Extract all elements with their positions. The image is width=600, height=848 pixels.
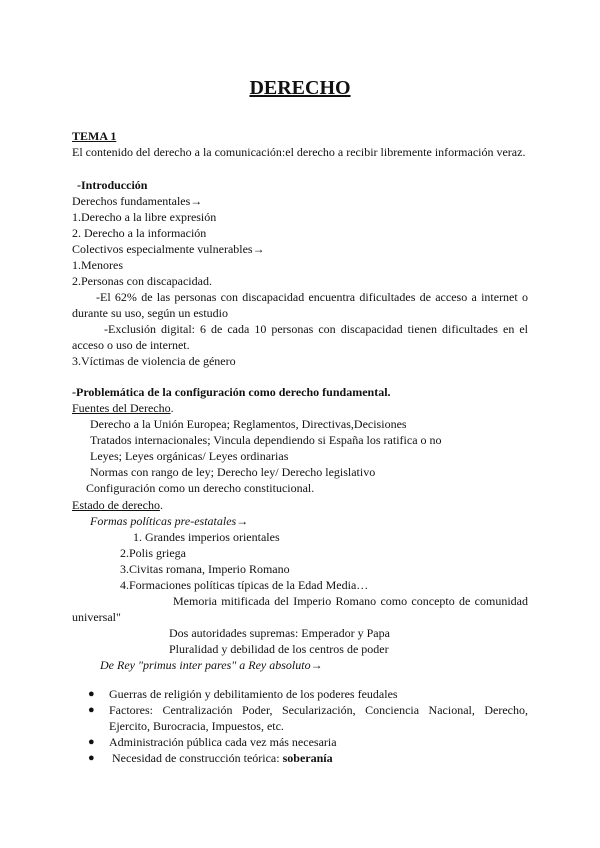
fuentes-label — [72, 400, 174, 416]
fuente-item: Configuración como un derecho constitucional. — [86, 481, 315, 495]
bullet-item-text: Necesidad de construcción teórica: — [112, 751, 283, 765]
bullet-item-soberania — [112, 750, 333, 766]
derecho-2: 2. Derecho a la información — [72, 226, 207, 240]
victimas: 3.Víctimas de violencia de género — [72, 354, 236, 368]
soberania-term: soberanía — [282, 751, 333, 765]
fuentes-label-text: Fuentes del Derecho — [72, 401, 171, 415]
bullet-item: Guerras de religión y debilitamiento de los poderes feudales — [109, 687, 398, 701]
fuente-item: Normas con rango de ley; Derecho ley/ Derecho legislativo — [90, 465, 376, 479]
document-title: DERECHO — [249, 77, 351, 99]
menores: 1.Menores — [72, 258, 123, 272]
dos-autoridades: Dos autoridades supremas: Emperador y Papa — [169, 626, 390, 640]
exclusion-digital: -Exclusión digital: 6 de cada 10 personas con discapacidad tienen dificultades en el acceso o uso de internet. — [72, 322, 528, 352]
fuente-item: Derecho a la Unión Europea; Reglamentos, Directivas,Decisiones — [90, 417, 407, 431]
bullet-dot-icon: ● — [88, 736, 95, 748]
bullet-item: Administración pública cada vez más necesaria — [109, 735, 337, 749]
bullet-dot-icon: ● — [88, 704, 95, 716]
forma-item: 3.Civitas romana, Imperio Romano — [120, 562, 290, 576]
de-rey: De Rey "primus inter pares" a Rey absoluto→ — [100, 658, 323, 672]
introduccion-label: -Introducción — [77, 178, 148, 192]
forma-item: 4.Formaciones políticas típicas de la Edad Media… — [120, 578, 369, 592]
bullet-dot-icon: ● — [88, 752, 95, 764]
pluralidad: Pluralidad y debilidad de los centros de poder — [169, 642, 389, 656]
discapacidad: 2.Personas con discapacidad. — [72, 274, 212, 288]
estado-label-text: Estado de derecho — [72, 498, 160, 512]
fuente-item: Leyes; Leyes orgánicas/ Leyes ordinarias — [90, 449, 289, 463]
derecho-1: 1.Derecho a la libre expresión — [72, 210, 217, 224]
derechos-fundamentales: Derechos fundamentales→ — [72, 194, 203, 208]
bullet-item: Factores: Centralización Poder, Secularización, Conciencia Nacional, Derecho, Ejercito, Burocracia, Impuestos, etc. — [109, 703, 528, 733]
tema-intro: El contenido del derecho a la comunicación:el derecho a recibir libremente información veraz. — [72, 145, 526, 159]
estado-label-dot: . — [159, 498, 163, 512]
memoria-mitificada: Memoria mitificada del Imperio Romano como concepto de comunidad universal" — [72, 594, 528, 624]
problematica-heading: -Problemática de la configuración como derecho fundamental. — [72, 385, 391, 399]
estado-label — [72, 497, 163, 513]
fuentes-label-dot: . — [170, 401, 174, 415]
bullet-dot-icon: ● — [88, 688, 95, 700]
forma-item: 1. Grandes imperios orientales — [133, 530, 280, 544]
forma-item: 2.Polis griega — [120, 546, 186, 560]
stat-62: -El 62% de las personas con discapacidad encuentra dificultades de acceso a internet o durante su uso, según un estudio — [72, 290, 528, 320]
colectivos: Colectivos especialmente vulnerables→ — [72, 242, 265, 256]
fuente-item: Tratados internacionales; Vincula dependiendo si España los ratifica o no — [90, 433, 442, 447]
tema-heading: TEMA 1 — [72, 129, 117, 143]
formas-label: Formas políticas pre-estatales→ — [90, 514, 249, 528]
